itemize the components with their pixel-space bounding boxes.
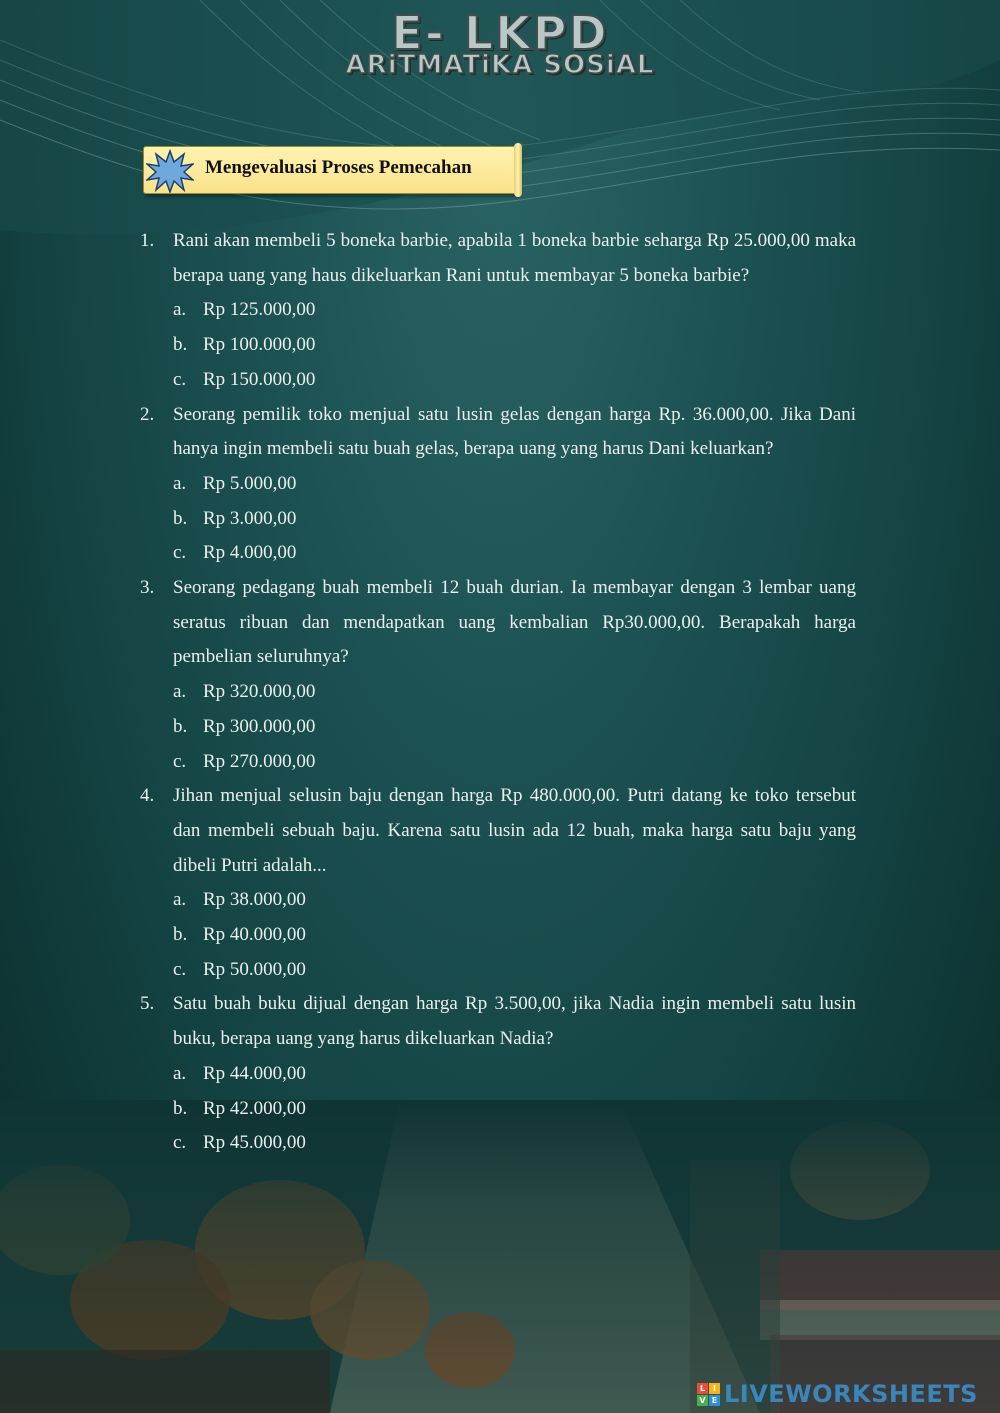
question-text: Seorang pemilik toko menjual satu lusin gelas dengan harga Rp. 36.000,00. Jika Dani hanya ingin membeli satu buah gelas, berapa uang yang harus Dani keluarkan? [173,403,856,460]
section-banner [143,146,519,194]
section-title: Mengevaluasi Proses Pemecahan [205,157,472,178]
question-5 [140,987,856,1161]
option-text: Rp 42.000,00 [203,1097,306,1119]
question-number: 1. [140,230,155,251]
option-b[interactable] [140,710,856,745]
option-letter: a. [173,299,187,321]
option-text: Rp 5.000,00 [203,472,297,494]
option-c[interactable] [140,1126,856,1161]
logo-letter-l: L [697,1383,708,1394]
option-text: Rp 38.000,00 [203,889,306,911]
option-text: Rp 45.000,00 [203,1132,306,1154]
option-letter: c. [173,368,187,390]
question-4 [140,779,856,987]
worksheet-subtitle: ARiTMATiKA SOSiAL [345,50,655,80]
option-letter: b. [173,334,188,356]
liveworksheets-logo-icon [697,1383,720,1406]
option-text: Rp 50.000,00 [203,958,306,980]
option-text: Rp 44.000,00 [203,1062,306,1084]
option-b[interactable] [140,502,856,537]
question-text: Jihan menjual selusin baju dengan harga Rp 480.000,00. Putri datang ke toko tersebut dan membeli sebuah baju. Karena satu lusin ada 12 buah, maka harga satu baju yang dibeli Putri adalah... [173,785,856,876]
question-text: Satu buah buku dijual dengan harga Rp 3.500,00, jika Nadia ingin membeli satu lusin buku, berapa uang yang harus dikeluarkan Nadia? [173,993,856,1050]
option-b[interactable] [140,918,856,953]
option-letter: b. [173,507,188,529]
option-letter: c. [173,542,187,564]
option-text: Rp 3.000,00 [203,507,297,529]
option-text: Rp 300.000,00 [203,715,316,737]
option-letter: b. [173,1097,188,1119]
liveworksheets-logo-text: LIVEWORKSHEETS [724,1380,978,1408]
liveworksheets-logo[interactable] [697,1380,978,1408]
option-a[interactable] [140,293,856,328]
question-3 [140,571,856,779]
question-number: 5. [140,993,155,1015]
question-list [140,224,856,1161]
option-b[interactable] [140,328,856,363]
option-a[interactable] [140,467,856,502]
option-letter: b. [173,924,188,946]
option-text: Rp 100.000,00 [203,334,316,356]
option-letter: c. [173,750,187,772]
option-a[interactable] [140,883,856,918]
option-c[interactable] [140,953,856,988]
option-text: Rp 125.000,00 [203,299,316,321]
option-a[interactable] [140,1057,856,1092]
logo-letter-e: E [709,1395,720,1406]
option-letter: a. [173,681,187,703]
option-text: Rp 40.000,00 [203,924,306,946]
question-number: 2. [140,403,155,425]
question-2 [140,398,856,572]
question-number: 4. [140,785,155,807]
logo-letter-v: V [697,1395,708,1406]
option-letter: c. [173,958,187,980]
question-1 [140,224,856,398]
option-text: Rp 150.000,00 [203,368,316,390]
option-a[interactable] [140,675,856,710]
option-letter: a. [173,889,187,911]
question-number: 3. [140,577,155,599]
question-text: Seorang pedagang buah membeli 12 buah durian. Ia membayar dengan 3 lembar uang seratus ribuan dan mendapatkan uang kembalian Rp30.000,00. Berapakah harga pembelian seluruhnya? [173,577,856,668]
option-letter: a. [173,472,187,494]
option-letter: b. [173,715,188,737]
option-text: Rp 4.000,00 [203,542,297,564]
option-letter: c. [173,1132,187,1154]
star-burst-icon [146,149,194,193]
option-text: Rp 270.000,00 [203,750,316,772]
option-b[interactable] [140,1092,856,1127]
logo-letter-i: I [709,1383,720,1394]
option-letter: a. [173,1062,187,1084]
option-c[interactable] [140,745,856,780]
option-c[interactable] [140,363,856,398]
option-c[interactable] [140,536,856,571]
question-text: Rani akan membeli 5 boneka barbie, apabila 1 boneka barbie seharga Rp 25.000,00 maka berapa uang yang haus dikeluarkan Rani untuk membayar 5 boneka barbie? [173,230,856,286]
option-text: Rp 320.000,00 [203,681,316,703]
worksheet-title: E- LKPD [391,6,609,60]
